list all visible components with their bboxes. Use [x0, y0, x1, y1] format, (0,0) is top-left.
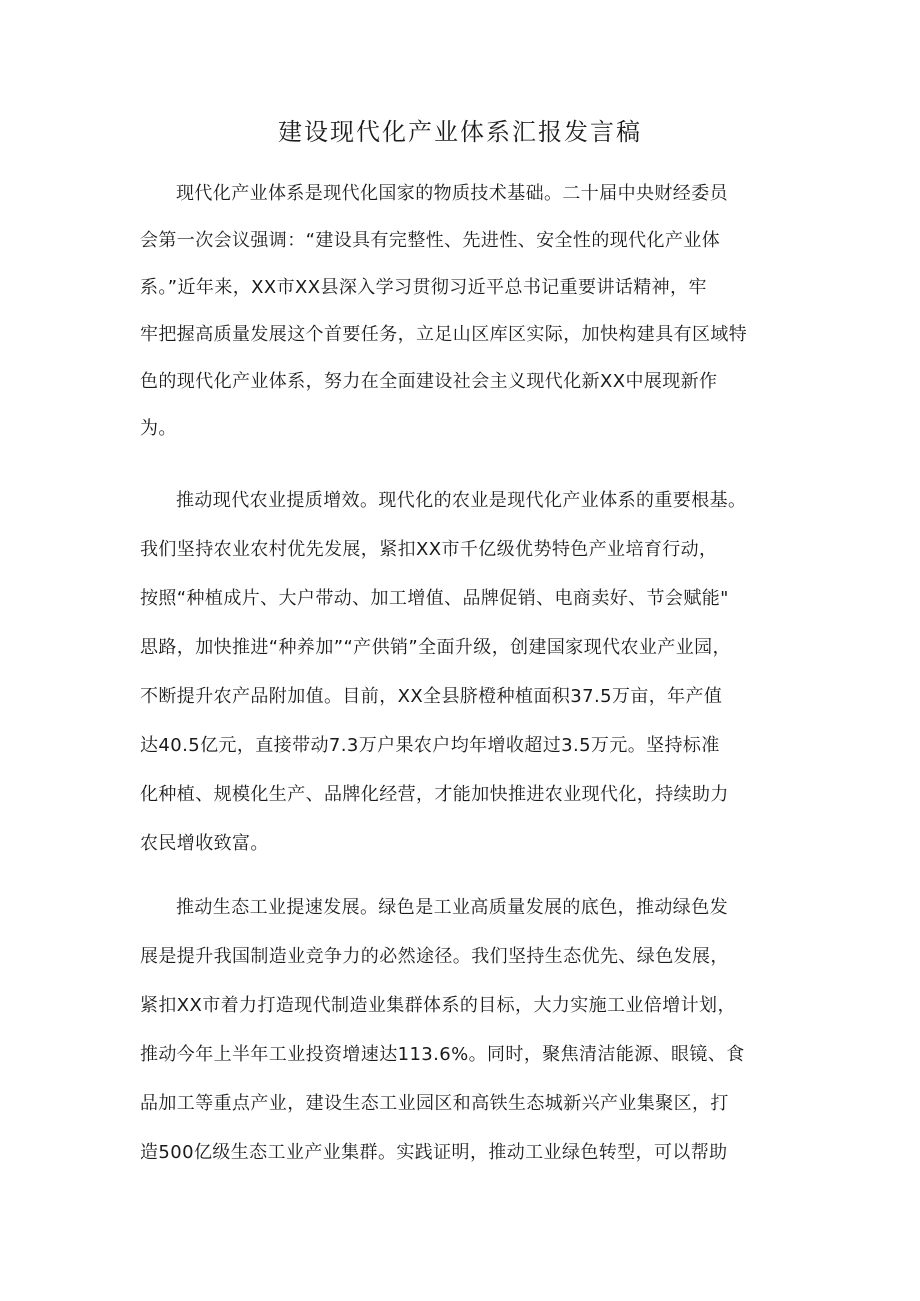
paragraph-line: 造500亿级生态工业产业集群。实践证明，推动工业绿色转型，可以帮助 — [140, 1142, 728, 1163]
paragraph-line: 展是提升我国制造业竞争力的必然途径。我们坚持生态优先、绿色发展， — [140, 946, 729, 967]
paragraph-line: 色的现代化产业体系，努力在全面建设社会主义现代化新XX中展现新作 — [140, 371, 718, 392]
paragraph-line: 达40.5亿元，直接带动7.3万户果农户均年增收超过3.5万元。坚持标准 — [140, 735, 720, 756]
paragraph-line: 牢把握高质量发展这个首要任务，立足山区库区实际，加快构建具有区域特 — [140, 324, 748, 345]
paragraph-line: 推动现代农业提质增效。现代化的农业是现代化产业体系的重要根基。 — [176, 490, 747, 511]
paragraph-line: 品加工等重点产业，建设生态工业园区和高铁生态城新兴产业集聚区，打 — [140, 1093, 729, 1114]
paragraph-line: 推动今年上半年工业投资增速达113.6%。同时，聚焦清洁能源、眼镜、食 — [140, 1044, 745, 1065]
paragraph-line: 按照“种植成片、大户带动、加工增值、品牌促销、电商卖好、节会赋能" — [140, 588, 729, 609]
paragraph-line: 农民增收致富。 — [140, 833, 269, 854]
paragraph-line: 紧扣XX市着力打造现代制造业集群体系的目标，大力实施工业倍增计划， — [140, 995, 736, 1016]
paragraph-line: 不断提升农产品附加值。目前，XX全县脐橙种植面积37.5万亩，年产值 — [140, 686, 723, 707]
paragraph-line: 推动生态工业提速发展。绿色是工业高质量发展的底色，推动绿色发 — [176, 897, 728, 918]
paragraph-line: 现代化产业体系是现代化国家的物质技术基础。二十届中央财经委员 — [176, 183, 728, 204]
paragraph-line: 我们坚持农业农村优先发展，紧扣XX市千亿级优势特色产业培育行动， — [140, 539, 718, 560]
paragraph-line: 会第一次会议强调：“建设具有完整性、先进性、安全性的现代化产业体 — [140, 230, 721, 251]
paragraph-line: 化种植、规模化生产、品牌化经营，才能加快推进农业现代化，持续助力 — [140, 784, 729, 805]
document-title: 建设现代化产业体系汇报发言稿 — [278, 118, 642, 146]
paragraph-line: 思路，加快推进“种养加”“产供销”全面升级，创建国家现代农业产业园， — [140, 637, 731, 658]
paragraph-line: 为。 — [140, 418, 177, 439]
paragraph-line: 系。”近年来，XX市XX县深入学习贯彻习近平总书记重要讲话精神，牢 — [140, 277, 707, 298]
